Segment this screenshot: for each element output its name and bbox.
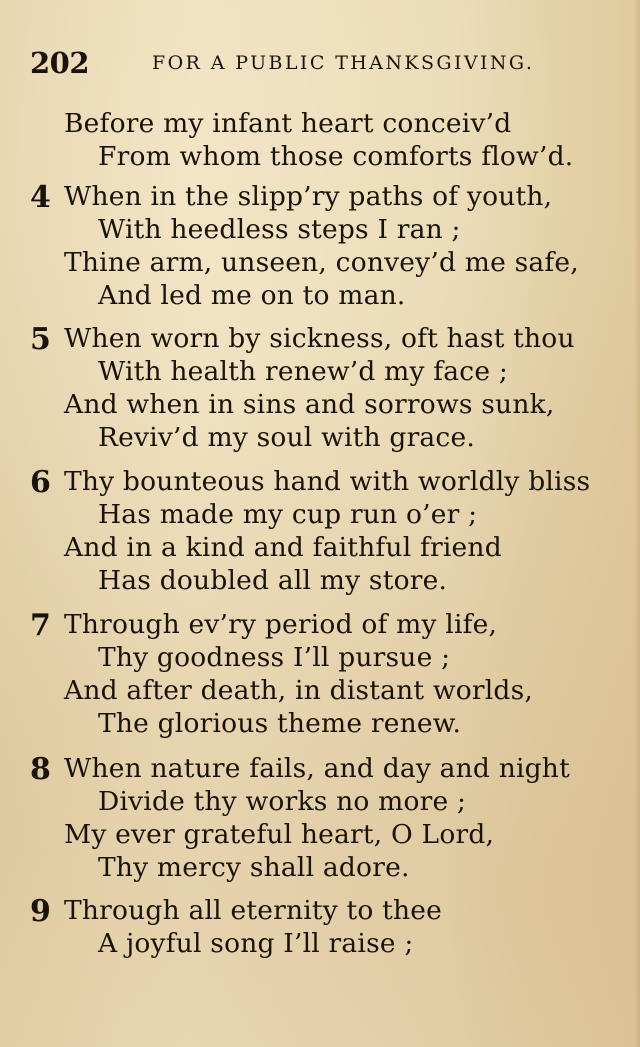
running-head: FOR A PUBLIC THANKSGIVING. [152, 52, 535, 74]
page-edge-shadow [634, 0, 640, 1047]
verse-line: Thy bounteous hand with worldly bliss [64, 466, 591, 497]
verse-line: Thine arm, unseen, convey’d me safe, [64, 247, 579, 278]
verse-number: 4 [30, 180, 51, 215]
verse-line: Divide thy works no more ; [98, 786, 467, 817]
verse-line: From whom those comforts flow’d. [98, 141, 574, 172]
verse-line: Through ev’ry period of my life, [64, 609, 498, 640]
page-number: 202 [30, 46, 90, 80]
verse-line: Thy mercy shall adore. [98, 852, 410, 883]
page-header [30, 46, 610, 82]
verse-number: 7 [30, 608, 51, 643]
verse-line: When in the slipp’ry paths of youth, [64, 181, 553, 212]
verse-line: And in a kind and faithful friend [64, 532, 502, 563]
verse-line: Has doubled all my store. [98, 565, 448, 596]
verse-line: When nature fails, and day and night [64, 753, 570, 784]
verse-line: When worn by sickness, oft hast thou [64, 323, 575, 354]
verse-line: With heedless steps I ran ; [98, 214, 461, 245]
verse-line: Has made my cup run o’er ; [98, 499, 478, 530]
verse-line: Reviv’d my soul with grace. [98, 422, 475, 453]
verse-line: Thy goodness I’ll pursue ; [98, 642, 451, 673]
verse-line: My ever grateful heart, O Lord, [64, 819, 495, 850]
verse-line: And after death, in distant worlds, [64, 675, 533, 706]
verse-line: The glorious theme renew. [98, 708, 462, 739]
verse-line: With health renew’d my face ; [98, 356, 508, 387]
verse-number: 6 [30, 465, 51, 500]
verse-line: A joyful song I’ll raise ; [98, 928, 414, 959]
verse-line: And when in sins and sorrows sunk, [64, 389, 555, 420]
verse-line: And led me on to man. [98, 280, 406, 311]
verse-number: 9 [30, 894, 51, 929]
verse-number: 5 [30, 322, 51, 357]
verse-number: 8 [30, 752, 51, 787]
verse-line: Before my infant heart conceiv’d [64, 108, 512, 139]
verse-line: Through all eternity to thee [64, 895, 443, 926]
